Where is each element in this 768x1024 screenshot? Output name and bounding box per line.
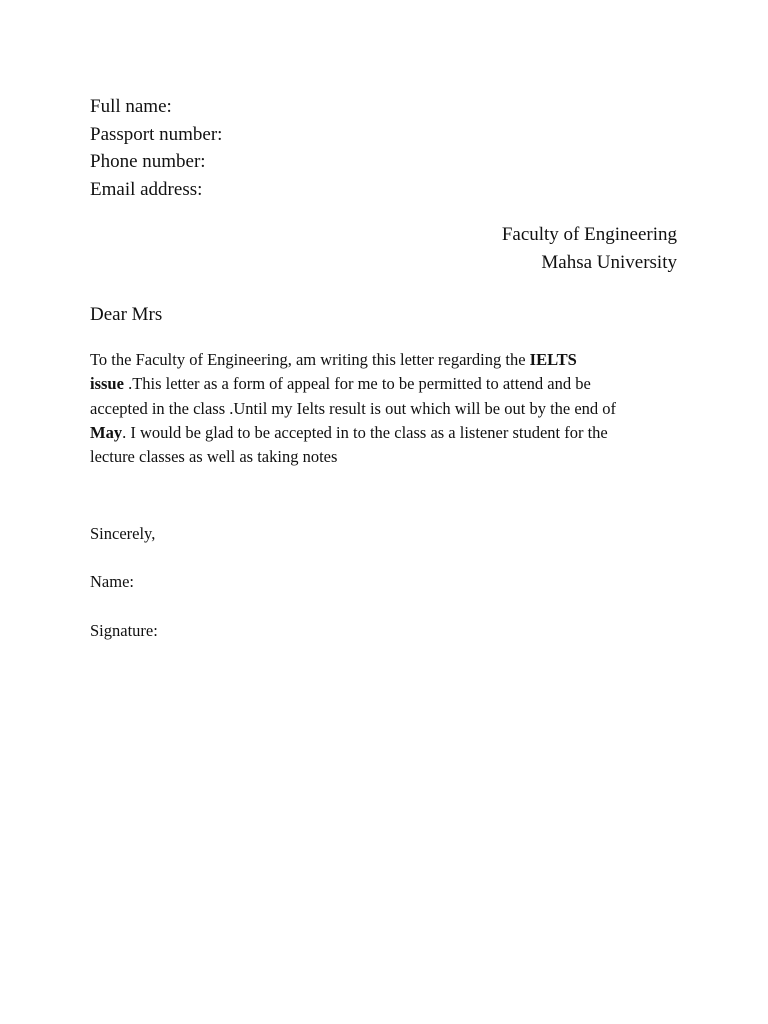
sender-details [90, 93, 222, 203]
body-text-segment: lecture classes as well as taking notes [90, 447, 338, 467]
letter-body [90, 348, 670, 469]
closing-name-label: Name: [90, 572, 134, 591]
recipient-address [502, 221, 677, 277]
body-bold-ielts: IELTS [529, 350, 577, 369]
recipient-university: Mahsa University [541, 252, 677, 273]
body-bold-issue: issue [90, 374, 124, 394]
body-text-segment: To the Faculty of Engineering, am writing this letter regarding the [90, 350, 530, 369]
body-line-2 [90, 372, 670, 396]
closing-sincerely: Sincerely, [90, 524, 156, 543]
body-bold-may: May [90, 422, 123, 442]
body-text-segment: accepted in the class .Until my Ielts result is out which will be out by the end of [90, 398, 617, 418]
passport-number-label: Passport number: [90, 123, 223, 145]
body-line-5 [90, 445, 670, 469]
body-text-segment: . I would be glad to be accepted in to the class as a listener student for the [122, 422, 608, 442]
phone-number-label: Phone number: [90, 151, 206, 172]
body-text-segment: .This letter as a form of appeal for me to be permitted to attend and be [123, 374, 591, 394]
body-line-1 [90, 348, 670, 372]
body-line-3 [90, 397, 670, 421]
email-address-label: Email address: [90, 178, 203, 200]
full-name-label: Full name: [90, 96, 172, 117]
closing-signature-label: Signature: [90, 621, 158, 640]
recipient-faculty: Faculty of Engineering [501, 224, 677, 245]
salutation: Dear Mrs [90, 304, 163, 325]
body-line-4 [90, 421, 670, 445]
